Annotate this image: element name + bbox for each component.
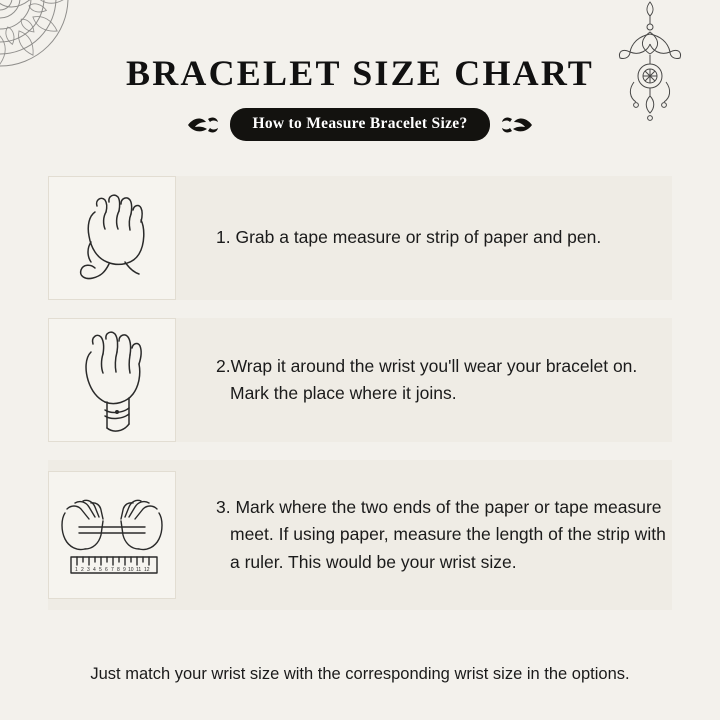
hand-with-wrapped-tape-icon (48, 318, 176, 442)
list-item (0, 176, 720, 300)
hands-measuring-strip-with-ruler-icon (48, 471, 176, 599)
subtitle-badge: How to Measure Bracelet Size? (230, 108, 489, 141)
svg-text:11: 11 (136, 567, 142, 573)
svg-text:8: 8 (117, 567, 120, 573)
step-text: 1. Grab a tape measure or strip of paper and pen. (216, 227, 602, 248)
list-item (0, 460, 720, 610)
svg-text:10: 10 (128, 567, 134, 573)
svg-text:7: 7 (111, 567, 114, 573)
footer-note: Just match your wrist size with the corresponding wrist size in the options. (90, 665, 630, 683)
closed-fist-with-tape-icon (48, 176, 176, 300)
svg-text:3: 3 (87, 567, 90, 573)
svg-text:4: 4 (93, 567, 96, 573)
svg-text:1: 1 (75, 567, 78, 573)
svg-text:6: 6 (105, 567, 108, 573)
step-text: 2.Wrap it around the wrist you'll wear your bracelet on. Mark the place where it joins. (216, 355, 638, 403)
svg-text:2: 2 (81, 567, 84, 573)
list-item (0, 318, 720, 442)
subtitle-row (0, 108, 720, 141)
svg-text:9: 9 (123, 567, 126, 573)
steps-list (0, 176, 720, 628)
leaf-flourish-right-icon (500, 112, 534, 138)
page-title: BRACELET SIZE CHART (126, 53, 594, 93)
step-text: 3. Mark where the two ends of the paper or tape measure meet. If using paper, measure the length of the strip with a ruler. This would be your wrist size. (216, 497, 666, 572)
leaf-flourish-left-icon (186, 112, 220, 138)
svg-text:5: 5 (99, 567, 102, 573)
svg-text:12: 12 (144, 567, 150, 573)
